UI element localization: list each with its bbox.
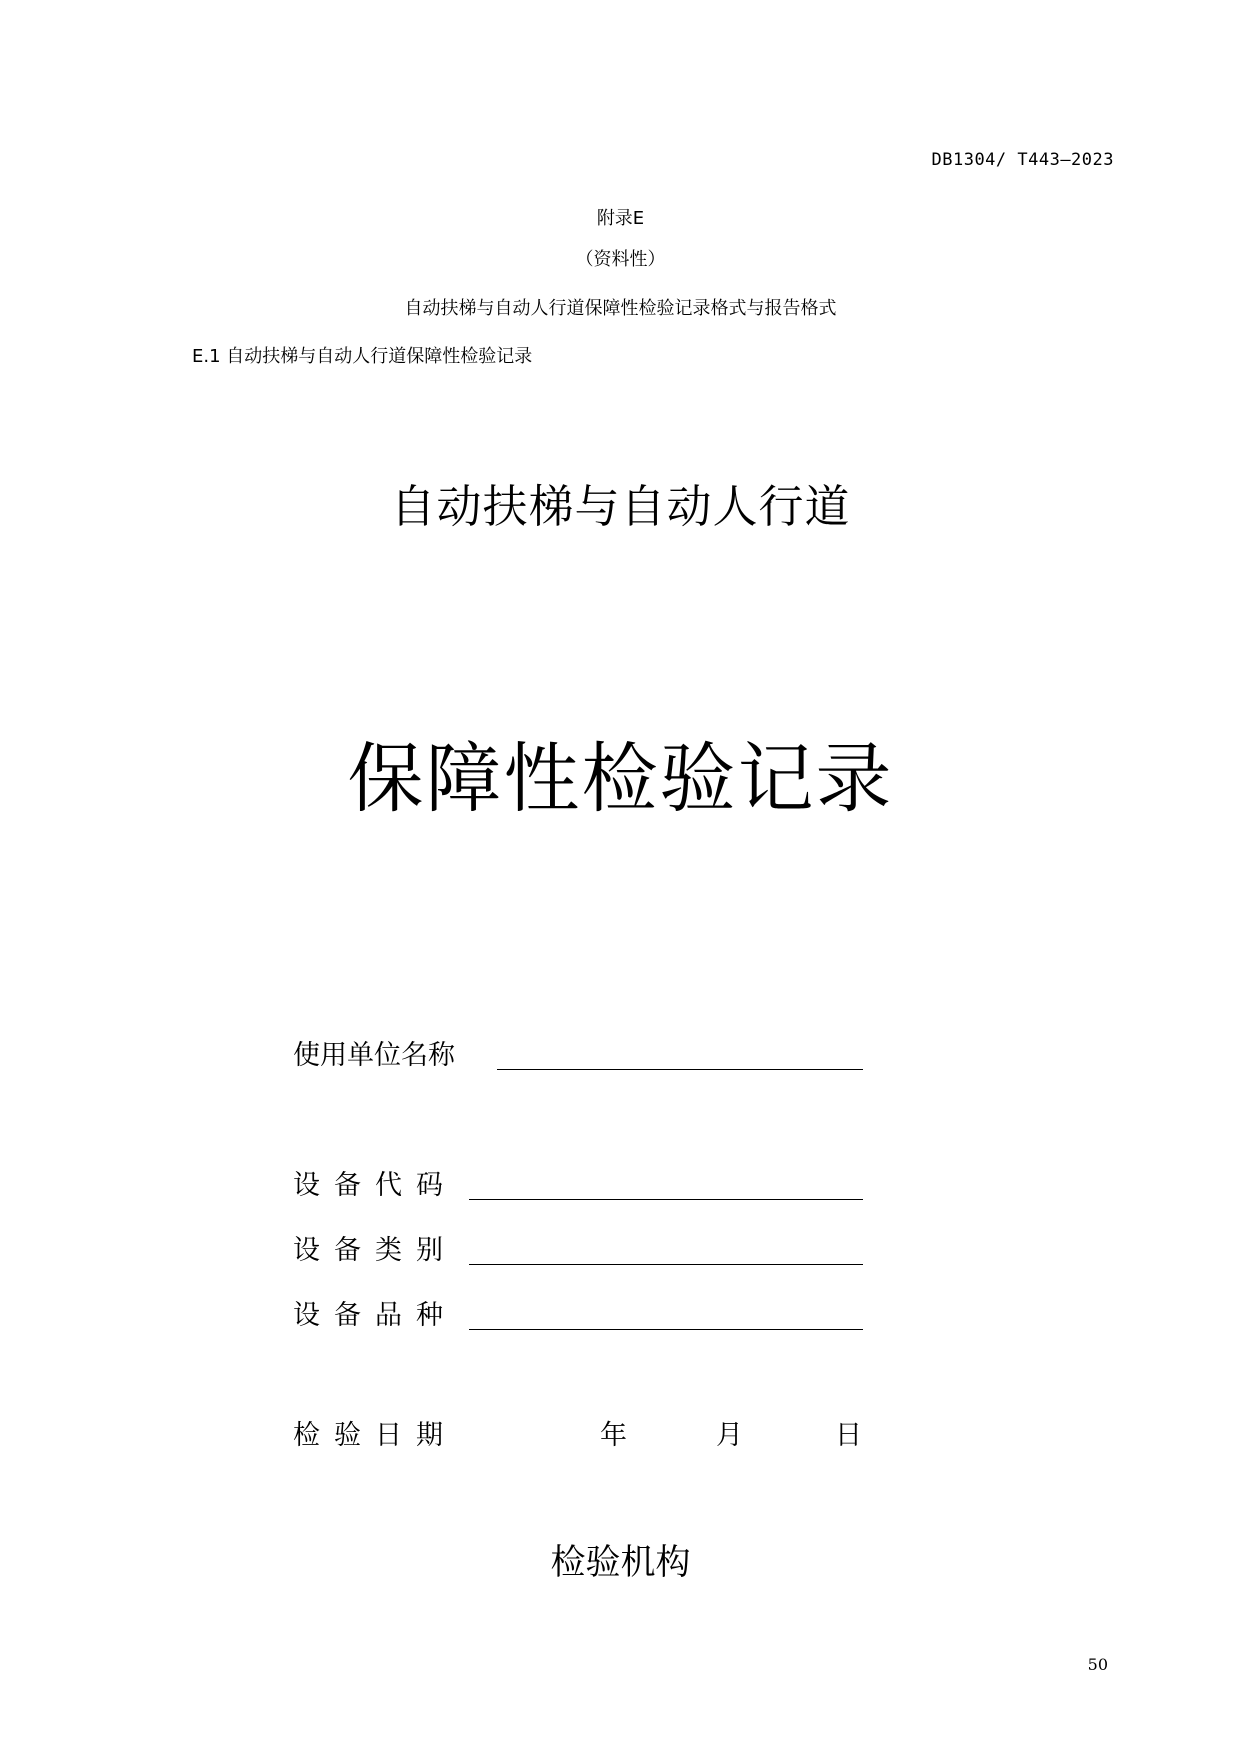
date-month-label: 月 — [716, 1420, 743, 1451]
unit-name-line — [497, 1069, 863, 1070]
appendix-nature: （资料性） — [575, 249, 666, 270]
date-day-label: 日 — [835, 1420, 862, 1451]
section-title: E.1 自动扶梯与自动人行道保障性检验记录 — [192, 346, 533, 367]
device-code-label: 设备代码 — [293, 1170, 457, 1201]
unit-name-label: 使用单位名称 — [293, 1040, 455, 1071]
cover-title-line1: 自动扶梯与自动人行道 — [390, 480, 851, 533]
standard-code: DB1304/ T443—2023 — [931, 150, 1114, 170]
cover-title-line2: 保障性检验记录 — [347, 734, 894, 823]
inspection-organization: 检验机构 — [550, 1543, 691, 1583]
inspection-date-label: 检验日期 — [293, 1420, 457, 1451]
date-year-label: 年 — [600, 1420, 627, 1451]
device-category-label: 设备类别 — [293, 1235, 457, 1266]
appendix-label: 附录E — [596, 208, 645, 229]
device-variety-line — [469, 1329, 863, 1330]
page-number: 50 — [1087, 1655, 1108, 1674]
appendix-title: 自动扶梯与自动人行道保障性检验记录格式与报告格式 — [404, 298, 837, 319]
device-code-line — [469, 1199, 863, 1200]
device-variety-label: 设备品种 — [293, 1300, 457, 1331]
device-category-line — [469, 1264, 863, 1265]
